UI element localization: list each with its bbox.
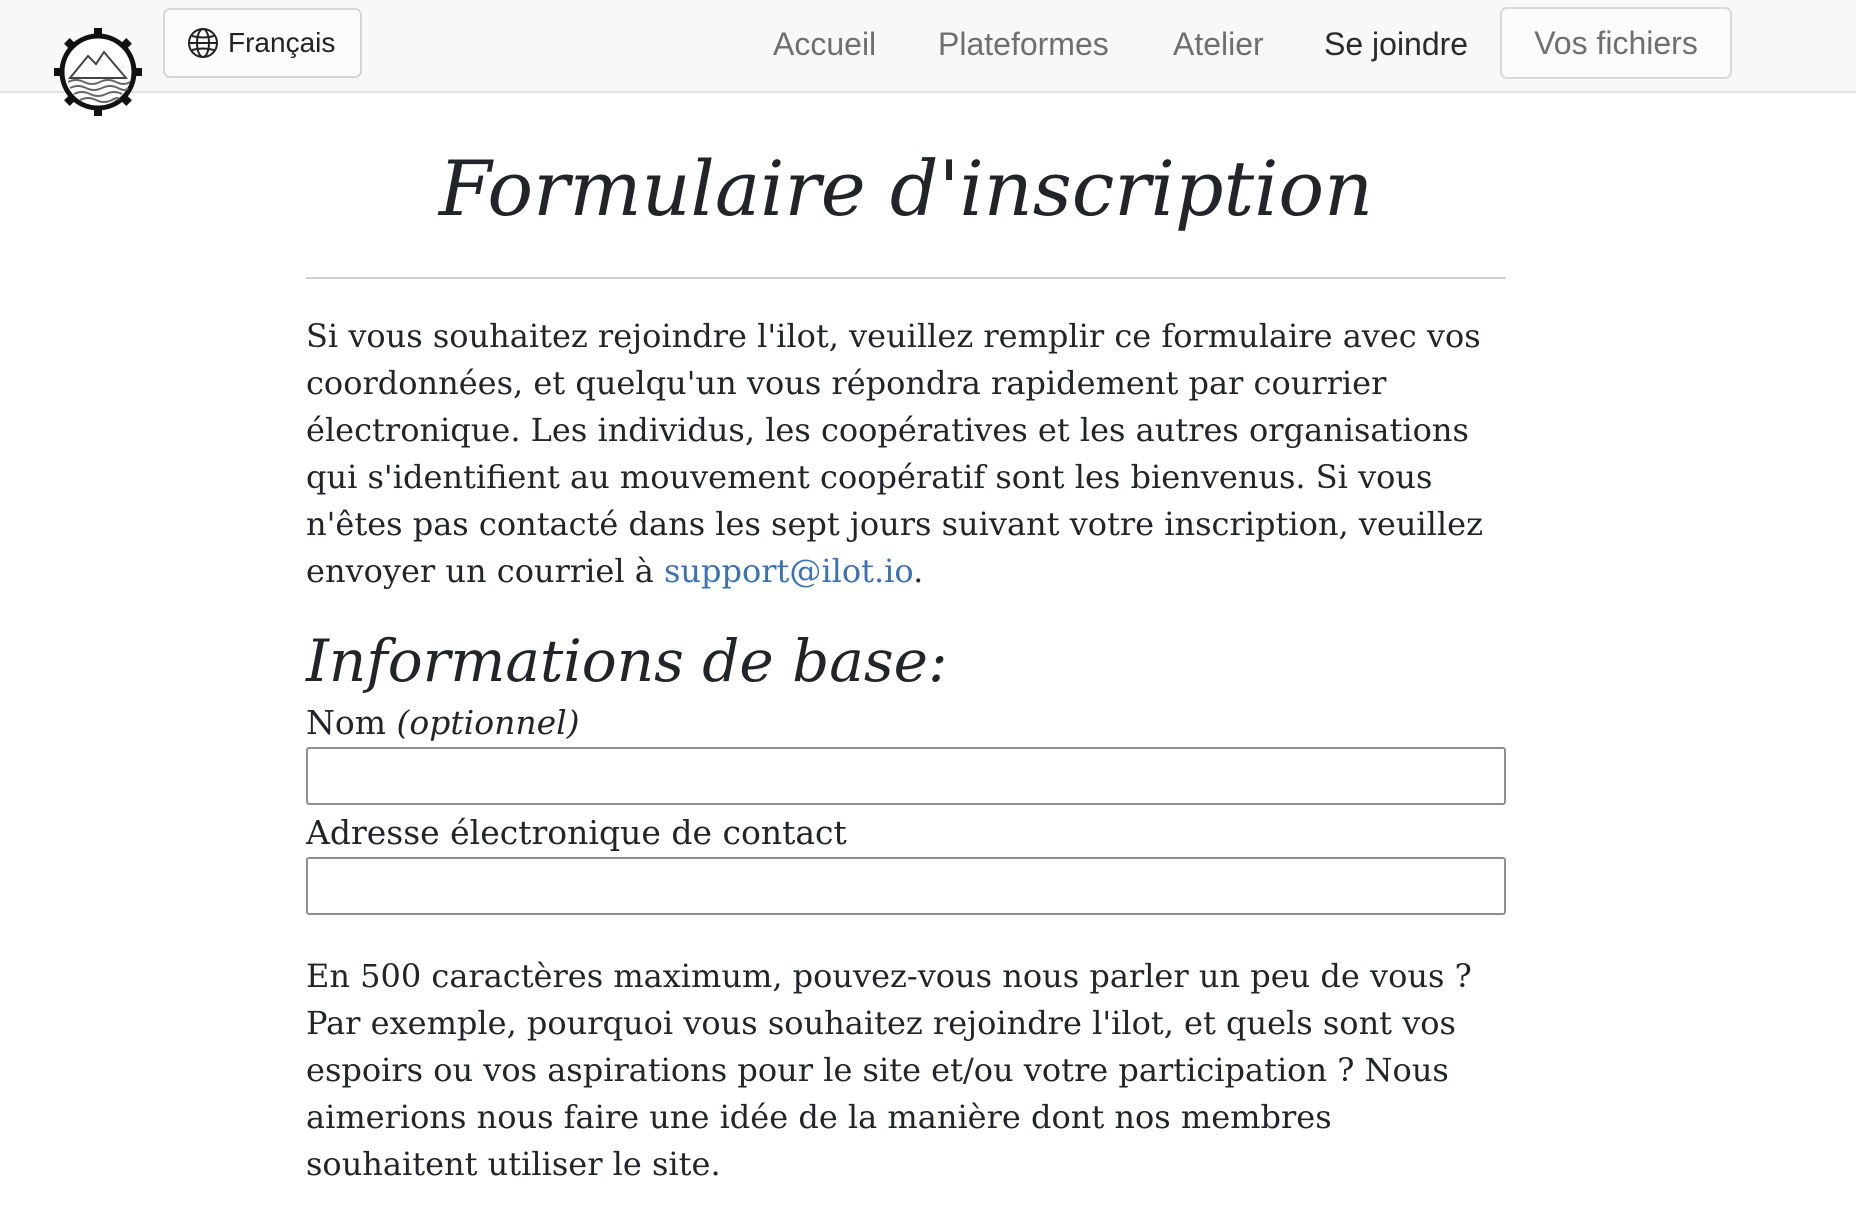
name-label-text: Nom (306, 703, 387, 742)
name-input[interactable] (306, 747, 1506, 805)
nav-link-accueil[interactable]: Accueil (773, 26, 877, 62)
language-label: Français (228, 27, 336, 58)
page-title: Formulaire d'inscription (438, 144, 1374, 233)
intro-text: Si vous souhaitez rejoindre l'ilot, veuillez remplir ce formulaire avec vos coordonnées, et quelqu'un vous répondra rapidement par courrier électronique. Les individus, les coopératives et les autres organisations qui s'identifient au mouvement coopératif sont les bienvenus. Si vous n'êtes pas contacté dans les sept jours suivant votre inscription, veuillez envoyer un courriel à (306, 317, 1483, 590)
email-field-label: Adresse électronique de contact (306, 813, 847, 852)
globe-icon (187, 27, 219, 59)
support-email-link[interactable]: support@ilot.io (663, 552, 914, 590)
email-input[interactable] (306, 857, 1506, 915)
nav-link-se-joindre[interactable]: Se joindre (1324, 26, 1469, 62)
title-divider (306, 277, 1506, 279)
optional-hint: (optionnel) (396, 703, 580, 742)
language-selector-button[interactable] (163, 8, 362, 78)
about-prompt: En 500 caractères maximum, pouvez-vous nous parler un peu de vous ? Par exemple, pourquoi vous souhaitez rejoindre l'ilot, et quels sont vos espoirs ou vos aspirations pour le site et/ou votre participation ? Nous aimerions nous faire une idée de la manière dont nos membres souhaitent utiliser le site. (306, 957, 1472, 1183)
ilot-logo-icon[interactable] (54, 28, 142, 116)
your-files-button[interactable]: Vos fichiers (1500, 7, 1732, 79)
nav-link-atelier[interactable]: Atelier (1173, 26, 1264, 62)
top-navbar (0, 0, 1856, 93)
name-field-label (306, 703, 1506, 743)
main-content (306, 93, 1506, 1188)
intro-paragraph (306, 313, 1506, 595)
nav-link-plateformes[interactable]: Plateformes (938, 26, 1109, 62)
basic-info-heading: Informations de base: (306, 627, 948, 695)
intro-end: . (913, 552, 924, 590)
